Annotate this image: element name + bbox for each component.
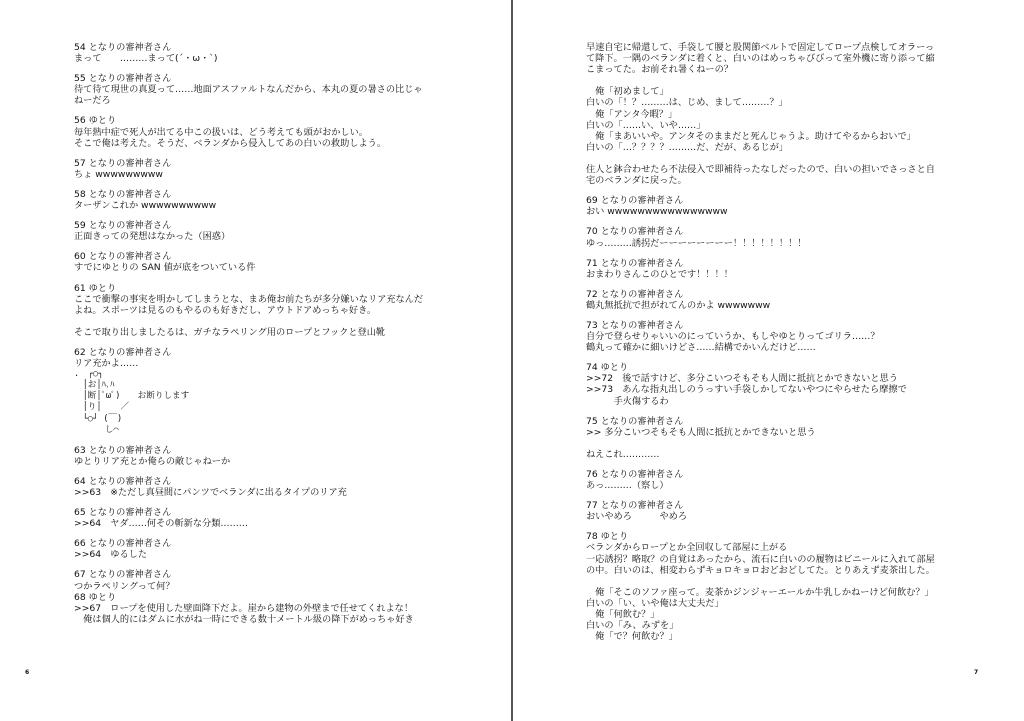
- post-line: 宅のベランダに戻った。: [586, 175, 687, 187]
- post-header: 76 となりの審神者さん: [586, 469, 684, 480]
- post-line: 白いの「み、みずを」: [586, 620, 679, 632]
- post-line: こまってた。お前それ暑くねーの？: [586, 64, 733, 76]
- post-block: [74, 569, 469, 591]
- post-line: >>64 ヤダ……何その斬新な分類………: [74, 518, 248, 530]
- post-block: [586, 531, 966, 642]
- post-line: そこで俺は考えた。そうだ、ベランダから侵入してあの白いの救助しよう。: [74, 137, 387, 149]
- post-line: つかラペリングって何？: [74, 580, 175, 592]
- post-header: 74 ゆとり: [586, 362, 629, 374]
- post-block: [74, 42, 469, 64]
- post-block: [74, 115, 469, 148]
- post-line: >>72 後で話すけど、多分こいつそもそも人間に抵抗とかできないと思う: [586, 373, 898, 385]
- post-block: [74, 507, 469, 529]
- post-line: 早速自宅に帰還して、手袋して腰と股関節ベルトで固定してロープ点検してオラーっ: [586, 42, 935, 53]
- post-header: 70 となりの審神者さん: [586, 226, 684, 238]
- post-block: [586, 42, 966, 186]
- post-block: [586, 320, 966, 353]
- post-line: [586, 438, 966, 449]
- post-header: 71 となりの審神者さん: [586, 257, 684, 269]
- post-header: 59 となりの審神者さん: [74, 220, 172, 232]
- post-line: よね。スポーツは見るのもやるのも好きだし、アウトドアめっちゃ好き。: [74, 304, 377, 316]
- ascii-art-line: . ┌○┐: [74, 369, 104, 380]
- post-header: 67 となりの審神者さん: [74, 569, 172, 581]
- post-line: [586, 75, 966, 86]
- post-line: 鶴丸無抵抗で担がれてんのかよ wwwwwww: [586, 299, 771, 311]
- post-header: 75 となりの審神者さん: [586, 415, 684, 427]
- post-line: そこで取り出しましたるは、ガチなラペリング用のロープとフックと登山靴: [74, 326, 386, 338]
- post-header: 55 となりの審神者さん: [74, 73, 172, 85]
- post-line: 白いの「…？？？？………だ、だが、あるじが」: [586, 141, 789, 153]
- right-page-text: [586, 42, 966, 651]
- post-line: リア充かよ……: [74, 358, 139, 370]
- post-header: 68 ゆとり: [74, 591, 117, 603]
- ascii-art-line: し⌒: [74, 424, 119, 435]
- ascii-art-line: │断│ﾟωﾟ) お断りします: [74, 391, 190, 402]
- post-header: 56 ゆとり: [74, 115, 117, 127]
- left-page-text: [74, 42, 469, 634]
- ascii-art-line: └○┘ (￣): [74, 413, 123, 424]
- post-block: [74, 158, 469, 180]
- page-number-right: 7: [974, 669, 979, 676]
- post-line: おまわりさんこのひとです！！！！: [586, 268, 733, 280]
- post-line: [586, 576, 966, 587]
- post-block: [74, 251, 469, 273]
- post-block: [74, 538, 469, 560]
- post-header: 54 となりの審神者さん: [74, 42, 172, 53]
- post-line: あっ………（察し）: [586, 480, 669, 492]
- post-line: 正面きっての発想はなかった（困惑）: [74, 231, 231, 243]
- post-header: 62 となりの審神者さん: [74, 346, 172, 358]
- post-line: >> 多分こいつそもそも人間に抵抗とかできないと思う: [586, 426, 816, 438]
- left-page: [0, 0, 511, 721]
- post-header: 66 となりの審神者さん: [74, 538, 172, 550]
- post-line: >>63 ※ただし真昼間にパンツでベランダに出るタイプのリア充: [74, 487, 347, 498]
- post-block: [586, 416, 966, 460]
- post-header: 61 ゆとり: [74, 282, 117, 294]
- post-line: 住人と鉢合わせたら不法侵入で即補待ったなしだったので、白いの担いでさっさと自: [586, 164, 935, 176]
- post-block: [74, 220, 469, 242]
- post-line: 自分で登らせりゃいいのにっていうか、もしやゆとりってゴリラ……？: [586, 331, 880, 343]
- post-line: ターザンこれか wwwwwwwwww: [74, 200, 217, 212]
- post-block: [586, 226, 966, 248]
- post-line: 俺「まあいいや。アンタそのままだと死んじゃうよ。助けてやるからおいで」: [586, 130, 916, 142]
- post-block: [586, 289, 966, 311]
- post-line: 俺「アンタ今暇？」: [586, 108, 678, 120]
- post-header: 64 となりの審神者さん: [74, 475, 172, 487]
- post-line: ねえこれ…………: [586, 448, 660, 460]
- post-line: 待て待て現世の真夏って……地面アスファルトなんだから、本丸の夏の暑さの比じゃ: [74, 84, 423, 96]
- post-line: 毎年熱中症で死人が出てる中この扱いは、どう考えても頭がおかしい。: [74, 126, 368, 138]
- post-block: [586, 258, 966, 280]
- post-line: おいやめろ やめろ: [586, 511, 688, 523]
- post-line: ゆっ………誘拐だーーーーーーーー！！！！！！！！: [586, 237, 807, 249]
- post-line: 俺「そこのソファ座って。麦茶かジンジャーエールか牛乳しかねーけど何飲む？」: [586, 586, 934, 598]
- post-line: 俺「で？何飲む？」: [586, 631, 678, 643]
- post-line: て降下。一隅のベランダに着くと、白いのはめっちゃびびって室外機に寄り添って縮: [586, 53, 935, 65]
- post-block: [74, 592, 469, 625]
- post-header: 63 となりの審神者さん: [74, 444, 172, 456]
- post-header: 58 となりの審神者さん: [74, 188, 172, 200]
- post-line: 一応誘拐？略取？の自覚はあったから、流石に白いのの履物はビニールに入れて部屋: [586, 553, 935, 565]
- post-block: [74, 189, 469, 211]
- post-line: すでにゆとりの SAN 値が底をついている件: [74, 262, 256, 274]
- post-header: 60 となりの審神者さん: [74, 251, 172, 263]
- post-header: 69 となりの審神者さん: [586, 195, 684, 207]
- post-block: [74, 476, 469, 498]
- post-block: [586, 195, 966, 217]
- page-number-left: 6: [25, 669, 30, 676]
- post-line: 俺「何飲む？」: [586, 609, 660, 621]
- post-header: 57 となりの審神者さん: [74, 157, 172, 169]
- post-header: 73 となりの審神者さん: [586, 319, 684, 331]
- post-line: ねーだろ: [74, 95, 111, 107]
- post-line: >>73 あんな指丸出しのうっすい手袋しかしてないやつにやらせたら摩擦で: [586, 384, 907, 396]
- post-line: ここで衝撃の事実を明かしてしまうとな、まあ俺お前たちが多分嫌いなリア充なんだ: [74, 293, 424, 305]
- post-line: おい wwwwwwwwwwwwwwww: [586, 206, 728, 218]
- post-line: [74, 316, 469, 327]
- ascii-art: [74, 369, 469, 436]
- post-line: の中。白いのは、相変わらずキョロキョロおどおどしてた。とりあえず麦茶出した。: [586, 564, 935, 576]
- post-block: [74, 347, 469, 436]
- ascii-art-line: │お│ﾊ､ﾊ: [74, 380, 115, 391]
- post-block: [586, 362, 966, 406]
- post-line: ちょ wwwwwwwww: [74, 168, 163, 180]
- post-line: 俺「初めまして」: [586, 86, 669, 98]
- post-block: [586, 469, 966, 491]
- post-line: [586, 153, 966, 164]
- post-line: 白いの「い、いや俺は大丈夫だ」: [586, 597, 724, 609]
- post-block: [74, 73, 469, 106]
- post-block: [74, 283, 469, 338]
- post-line: >>64 ゆるした: [74, 549, 148, 561]
- post-line: ベランダからロープとか全回収して部屋に上がる: [586, 542, 788, 554]
- right-page: [513, 0, 1024, 721]
- post-line: 白いの「！？………は、じめ、まして………？」: [586, 97, 788, 109]
- post-block: [74, 445, 469, 467]
- ascii-art-line: │り│ ／: [74, 402, 130, 413]
- post-header: 78 ゆとり: [586, 531, 629, 543]
- post-line: 鶴丸って確かに細いけどさ……結構でかいんだけど……: [586, 342, 816, 354]
- post-line: ゆとりリア充とか俺らの敵じゃねーか: [74, 455, 231, 467]
- post-line: 俺は個人的にはダムに水がね一時にできる数十メートル級の降下がめっちゃ好き: [74, 613, 414, 625]
- post-header: 72 となりの審神者さん: [586, 288, 684, 300]
- post-line: 白いの「……い、いや……」: [586, 119, 706, 131]
- post-block: [586, 500, 966, 522]
- post-header: 65 となりの審神者さん: [74, 507, 172, 519]
- post-line: 手火傷するわ: [586, 395, 669, 407]
- post-header: 77 となりの審神者さん: [586, 500, 684, 512]
- post-line: >>67 ロープを使用した壁面降下だよ。崖から建物の外壁まで任せてくれよな！: [74, 602, 414, 614]
- post-line: まって ………まって(´・ω・`): [74, 53, 218, 65]
